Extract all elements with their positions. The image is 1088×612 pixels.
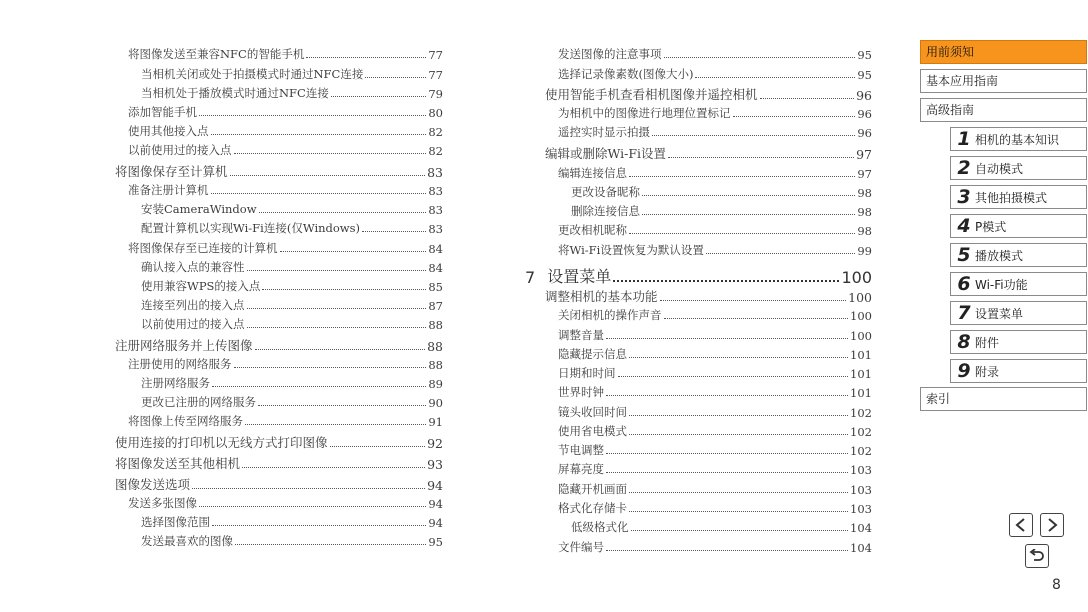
page-number: 8 [1052,577,1061,593]
sidebar-section-1[interactable]: 用前须知 [920,40,1087,64]
toc-entry[interactable] [115,240,443,256]
toc-dot-leader [331,95,427,97]
toc-entry[interactable] [115,201,443,217]
toc-entry-title: 编辑连接信息 [558,166,627,180]
toc-page-number: 88 [428,318,443,332]
chapter-number: 5 [957,244,971,266]
toc-entry[interactable] [545,327,872,343]
toc-entry[interactable] [115,85,443,101]
toc-entry-title: 准备注册计算机 [128,183,209,197]
toc-dot-leader [242,466,425,468]
toc-entry[interactable] [545,461,872,477]
arrow-left-icon [1014,518,1028,532]
toc-entry-title: 将图像保存至已连接的计算机 [128,241,278,255]
toc-dot-leader [247,307,427,309]
toc-page-number: 95 [428,535,443,549]
toc-dot-leader [211,133,427,135]
toc-page-number: 83 [428,203,443,217]
toc-entry[interactable] [115,336,443,354]
toc-entry-title: 屏幕亮度 [558,462,604,476]
toc-entry-title: 确认接入点的兼容性 [141,260,245,274]
toc-entry-title: 节电调整 [558,443,604,457]
toc-page-number: 98 [857,186,872,200]
toc-entry[interactable] [545,85,872,103]
sidebar-chapter-4[interactable] [950,214,1087,238]
toc-page-number: 104 [850,521,872,535]
toc-dot-leader [695,76,855,78]
toc-dot-leader [664,56,856,58]
toc-entry-title: 发送多张图像 [128,496,197,510]
toc-chapter-number: 7 [525,268,536,287]
toc-page-number: 84 [428,261,443,275]
toc-dot-leader [330,445,426,447]
toc-dot-leader [255,348,426,350]
toc-entry[interactable] [545,287,872,305]
sidebar-chapter-3[interactable] [950,185,1087,209]
toc-entry-title: 调整相机的基本功能 [545,289,658,304]
toc-dot-leader [212,385,426,387]
toc-entry[interactable] [545,222,872,238]
toc-entry-title: 隐藏提示信息 [558,347,627,361]
toc-dot-leader [234,152,427,154]
toc-entry-title: 发送最喜欢的图像 [141,534,233,548]
toc-page-number: 101 [850,348,872,362]
return-button[interactable] [1025,544,1049,568]
toc-entry-title: 格式化存储卡 [558,501,627,515]
toc-entry-title: 使用智能手机查看相机图像并遥控相机 [545,87,758,102]
toc-dot-leader [199,505,426,507]
toc-page-number: 90 [428,396,443,410]
toc-page-number: 94 [428,516,443,530]
toc-page-number: 95 [857,48,872,62]
toc-entry-title: 更改相机昵称 [558,223,627,237]
toc-dot-leader [234,366,427,368]
toc-entry-title: 编辑或删除Wi-Fi设置 [545,146,667,161]
sidebar-chapter-2[interactable] [950,156,1087,180]
toc-dot-leader [660,299,847,301]
toc-entry-title: 调整音量 [558,328,604,342]
toc-page-number: 100 [850,309,872,323]
toc-entry-title: 注册使用的网络服务 [128,357,232,371]
toc-dot-leader [629,491,848,493]
toc-entry-title: 隐藏开机画面 [558,482,627,496]
toc-entry[interactable] [115,495,443,511]
toc-page-number: 100 [841,268,872,287]
toc-entry[interactable] [545,105,872,121]
toc-entry[interactable] [545,203,872,219]
toc-entry[interactable] [115,142,443,158]
toc-entry-title: 发送图像的注意事项 [558,47,662,61]
toc-entry-title: 设置菜单 [547,267,612,286]
toc-entry-title: 使用其他接入点 [128,124,209,138]
toc-page-number: 100 [848,290,872,305]
toc-dot-leader [652,134,855,136]
toc-entry-title: 世界时钟 [558,385,604,399]
chapter-label: 附录 [975,364,1000,379]
toc-dot-leader [629,414,848,416]
toc-dot-leader [606,471,848,473]
toc-entry-title: 使用兼容WPS的接入点 [141,279,261,293]
toc-entry-title: 删除连接信息 [571,204,640,218]
chapter-label: P模式 [975,219,1007,234]
toc-entry-title: 注册网络服务 [141,376,210,390]
toc-dot-leader [258,404,426,406]
toc-dot-leader [606,394,848,396]
toc-dot-leader [733,115,856,117]
toc-dot-leader [259,211,427,213]
toc-page-number: 88 [428,358,443,372]
toc-dot-leader [642,213,855,215]
chapter-label: 附件 [975,335,1000,350]
chapter-number: 4 [957,215,971,237]
toc-entry[interactable] [545,539,872,555]
toc-page-number: 83 [428,222,443,236]
chapter-number: 2 [957,157,971,179]
toc-entry[interactable] [115,356,443,372]
toc-page-number: 85 [428,280,443,294]
toc-entry[interactable] [545,346,872,362]
chapter-number: 9 [957,360,971,382]
chapter-number: 1 [957,128,971,150]
toc-entry-title: 遥控实时显示拍摄 [558,125,650,139]
sidebar-chapter-6[interactable] [950,272,1087,296]
sidebar-chapter-7[interactable] [950,301,1087,325]
toc-page-number: 101 [850,386,872,400]
toc-dot-leader [280,250,427,252]
toc-entry[interactable] [115,66,443,82]
toc-entry-title: 注册网络服务并上传图像 [115,338,253,353]
toc-dot-leader [706,252,856,254]
chapter-label: 其他拍摄模式 [975,190,1048,205]
toc-entry[interactable] [115,375,443,391]
toc-page-number: 94 [427,478,443,493]
chapter-label: 相机的基本知识 [975,132,1060,147]
toc-page-number: 87 [428,299,443,313]
toc-entry[interactable] [545,442,872,458]
sidebar-index[interactable]: 索引 [920,387,1087,411]
toc-entry-title: 当相机关闭或处于拍摄模式时通过NFC连接 [141,67,364,81]
toc-entry[interactable] [115,394,443,410]
toc-entry-title: 配置计算机以实现Wi-Fi连接(仅Windows) [141,221,361,235]
sidebar-section-2[interactable]: 基本应用指南 [920,69,1087,93]
toc-dot-leader [199,114,426,116]
toc-entry-title: 安装CameraWindow [141,202,257,216]
toc-entry[interactable] [115,46,443,62]
toc-page-number: 82 [428,125,443,139]
sidebar-chapter-9[interactable] [950,359,1087,383]
toc-dot-leader [606,337,848,339]
toc-page-number: 83 [428,184,443,198]
toc-entry-title: 为相机中的图像进行地理位置标记 [558,106,731,120]
toc-page-number: 96 [857,126,872,140]
toc-dot-leader [606,549,848,551]
toc-entry[interactable] [115,297,443,313]
toc-page-number: 89 [428,377,443,391]
toc-dot-leader [629,232,855,234]
sidebar-chapter-8[interactable] [950,330,1087,354]
toc-dot-leader [618,375,849,377]
toc-dot-leader [211,192,427,194]
chapter-number: 6 [957,273,971,295]
toc-page-number: 97 [857,167,872,181]
toc-entry-title: 日期和时间 [558,366,616,380]
toc-entry[interactable] [545,365,872,381]
toc-entry[interactable] [115,104,443,120]
toc-entry[interactable] [115,278,443,294]
toc-page-number: 103 [850,463,872,477]
toc-entry-title: 选择记录像素数(图像大小) [558,67,694,81]
toc-entry[interactable] [545,124,872,140]
toc-entry[interactable] [545,66,872,82]
sidebar-chapter-5[interactable] [950,243,1087,267]
toc-entry[interactable] [115,433,443,451]
toc-dot-leader [262,288,426,290]
toc-page-number: 77 [428,68,443,82]
arrow-right-icon [1045,518,1059,532]
toc-entry[interactable] [115,162,443,180]
chapter-number: 8 [957,331,971,353]
toc-entry[interactable] [115,259,443,275]
toc-page-number: 94 [428,497,443,511]
prev-page-button[interactable] [1009,513,1033,537]
toc-entry[interactable] [115,182,443,198]
toc-entry[interactable] [545,165,872,181]
toc-entry-title: 将图像发送至其他相机 [115,456,241,471]
toc-entry-title: 文件编号 [558,540,604,554]
chapter-label: 播放模式 [975,248,1024,263]
toc-entry-title: 使用省电模式 [558,424,627,438]
toc-entry[interactable] [545,184,872,200]
toc-dot-leader [629,356,848,358]
toc-page-number: 103 [850,502,872,516]
toc-dot-leader [606,452,848,454]
toc-dot-leader [306,56,426,58]
toc-chapter-entry[interactable] [525,264,872,287]
toc-page-number: 96 [856,88,872,103]
toc-entry[interactable] [115,123,443,139]
toc-page-number: 88 [427,339,443,354]
toc-dot-leader [642,194,855,196]
toc-page-number: 80 [428,106,443,120]
toc-entry-title: 低级格式化 [571,520,629,534]
next-page-button[interactable] [1040,513,1064,537]
toc-dot-leader [247,269,427,271]
sidebar-section-3[interactable]: 高级指南 [920,98,1087,122]
toc-entry[interactable] [545,307,872,323]
toc-page-number: 83 [427,165,443,180]
toc-entry-title: 将图像上传至网络服务 [128,414,243,428]
toc-dot-leader [664,317,849,319]
toc-page-number: 79 [428,87,443,101]
toc-entry-title: 连接至列出的接入点 [141,298,245,312]
toc-page-number: 93 [427,457,443,472]
toc-entry-title: 关闭相机的操作声音 [558,308,662,322]
toc-page-number: 92 [427,436,443,451]
toc-entry-title: 将图像保存至计算机 [115,164,228,179]
toc-page-number: 84 [428,242,443,256]
toc-entry[interactable] [545,423,872,439]
chapter-number: 7 [957,302,971,324]
toc-dot-leader [245,423,426,425]
toc-entry-title: 镜头收回时间 [558,405,627,419]
toc-dot-leader [668,156,854,158]
toc-entry-title: 添加智能手机 [128,105,197,119]
toc-page-number: 95 [857,68,872,82]
chapter-label: Wi-Fi功能 [975,277,1028,292]
chapter-number: 3 [957,186,971,208]
toc-page-number: 99 [857,244,872,258]
toc-entry-title: 图像发送选项 [115,477,191,492]
toc-entry[interactable] [545,144,872,162]
toc-page-number: 102 [850,444,872,458]
toc-entry-title: 选择图像范围 [141,515,210,529]
chapter-label: 设置菜单 [975,306,1024,321]
toc-page-number: 100 [850,329,872,343]
toc-page-number: 77 [428,48,443,62]
toc-page-number: 101 [850,367,872,381]
toc-dot-leader [212,524,426,526]
toc-entry[interactable] [115,220,443,236]
toc-entry[interactable] [115,533,443,549]
toc-page-number: 91 [428,415,443,429]
toc-page-number: 102 [850,406,872,420]
toc-entry-title: 更改已注册的网络服务 [141,395,256,409]
sidebar-chapter-1[interactable] [950,127,1087,151]
toc-dot-leader [629,175,855,177]
toc-page-number: 97 [856,147,872,162]
toc-entry[interactable] [115,475,443,493]
toc-entry-title: 将Wi-Fi设置恢复为默认设置 [558,243,704,257]
toc-entry[interactable] [545,500,872,516]
toc-dot-leader [362,230,426,232]
toc-page-number: 103 [850,483,872,497]
toc-entry[interactable] [545,481,872,497]
toc-entry[interactable] [115,413,443,429]
toc-entry[interactable] [115,454,443,472]
toc-page-number: 98 [857,205,872,219]
return-icon [1029,549,1045,563]
toc-entry-title: 当相机处于播放模式时通过NFC连接 [141,86,329,100]
toc-entry[interactable] [545,384,872,400]
toc-dot-leader [613,279,839,282]
toc-page-number: 102 [850,425,872,439]
toc-dot-leader [235,543,426,545]
toc-dot-leader [631,529,849,531]
toc-dot-leader [247,326,427,328]
toc-entry[interactable] [545,519,872,535]
toc-entry[interactable] [545,404,872,420]
toc-dot-leader [365,76,426,78]
toc-entry-title: 更改设备昵称 [571,185,640,199]
toc-entry-title: 以前使用过的接入点 [128,143,232,157]
toc-page-number: 98 [857,224,872,238]
toc-entry-title: 以前使用过的接入点 [141,317,245,331]
toc-entry-title: 使用连接的打印机以无线方式打印图像 [115,435,328,450]
toc-entry[interactable] [115,316,443,332]
toc-dot-leader [192,487,425,489]
toc-page-number: 82 [428,144,443,158]
toc-entry[interactable] [545,46,872,62]
toc-page-number: 104 [850,541,872,555]
toc-dot-leader [629,433,848,435]
chapter-label: 自动模式 [975,161,1024,176]
toc-page-number: 96 [857,107,872,121]
toc-dot-leader [760,97,855,99]
toc-entry[interactable] [545,242,872,258]
toc-dot-leader [629,510,848,512]
toc-dot-leader [230,174,426,176]
toc-entry[interactable] [115,514,443,530]
toc-entry-title: 将图像发送至兼容NFC的智能手机 [128,47,305,61]
